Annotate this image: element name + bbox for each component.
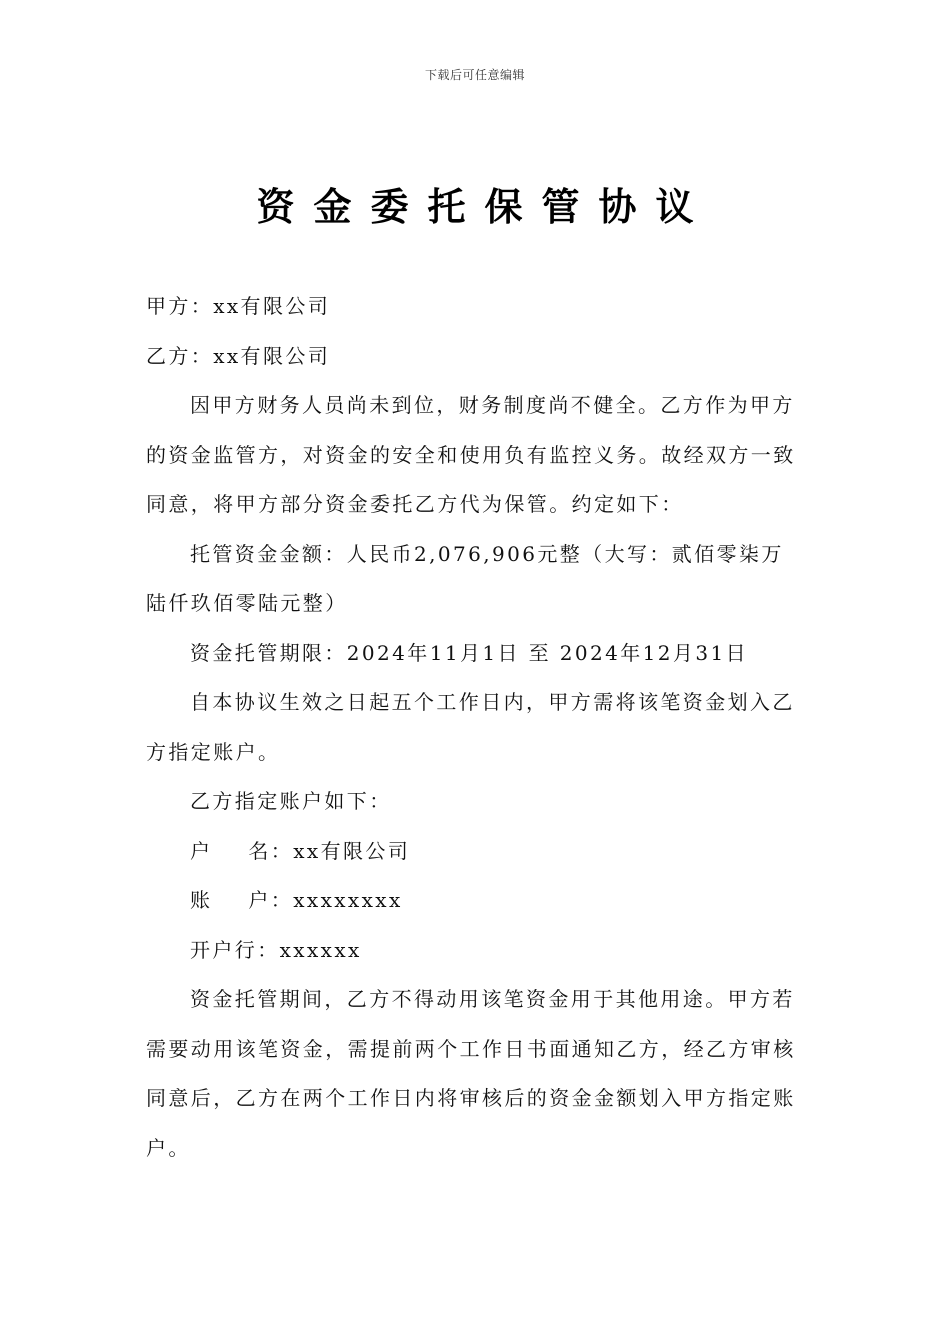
account-name-line (146, 827, 796, 877)
period-paragraph: 资金托管期限：2024年11月1日 至 2024年12月31日 (190, 640, 748, 665)
party-b: 乙方：xx有限公司 (146, 343, 331, 368)
account-number-label-2: 户： (248, 888, 294, 912)
document-body (146, 282, 796, 1173)
transfer-paragraph: 自本协议生效之日起五个工作日内，甲方需将该笔资金划入乙方指定账户。 (146, 690, 795, 764)
bank-value: xxxxxx (279, 937, 362, 962)
account-number-line (146, 876, 796, 926)
account-number-label-1: 账 (190, 888, 213, 912)
account-name-label-1: 户 (190, 838, 213, 863)
party-a: 甲方：xx有限公司 (146, 294, 331, 318)
header-note: 下载后可任意编辑 (424, 68, 525, 82)
intro-paragraph: 因甲方财务人员尚未到位，财务制度尚不健全。乙方作为甲方的资金监管方，对资金的安全和使用负有监控义务。故经双方一致同意，将甲方部分资金委托乙方代为保管。约定如下： (146, 393, 796, 516)
account-heading: 乙方指定账户如下： (190, 789, 392, 813)
account-name-value: xx有限公司 (293, 838, 411, 863)
account-name-label-2: 名： (248, 838, 294, 863)
bank-label: 开户行： (190, 937, 280, 962)
bank-line (146, 926, 796, 976)
usage-paragraph: 资金托管期间，乙方不得动用该笔资金用于其他用途。甲方若需要动用该笔资金，需提前两个工作日书面通知乙方，经乙方审核同意后，乙方在两个工作日内将审核后的资金金额划入甲方指定账户。 (146, 987, 796, 1160)
document-title: 资金委托保管协议 (256, 184, 713, 229)
account-number-value: xxxxxxxx (293, 888, 403, 912)
amount-paragraph: 托管资金金额：人民币2,076,906元整（大写：贰佰零柒万陆仟玖佰零陆元整） (146, 541, 784, 615)
